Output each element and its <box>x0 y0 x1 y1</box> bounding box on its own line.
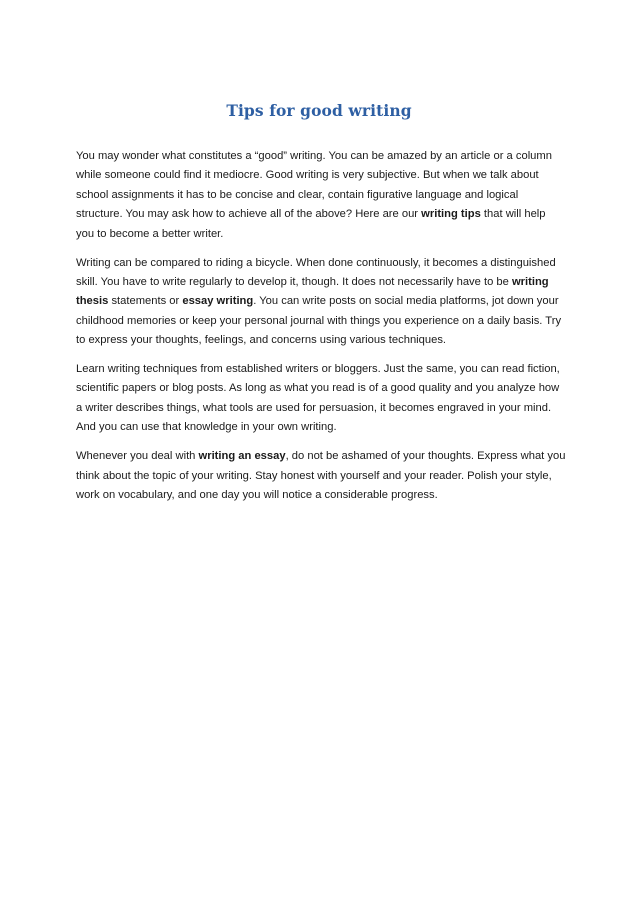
paragraph-text: Writing can be compared to riding a bicycle. When done continuously, it becomes a distinguished skill. You have to write regularly to develop it, though. It does not necessarily have to be <box>76 256 556 288</box>
bold-phrase: writing thesis <box>76 275 549 308</box>
paragraph-text: , do not be ashamed of your thoughts. Express what you think about the topic of your writing. Stay honest with yourself and your reader. Polish your style, work on vocabulary, and one day you will notice a considerable progress. <box>76 450 566 501</box>
paragraph-text: You may wonder what constitutes a “good” writing. You can be amazed by an article or a column while someone could find it mediocre. Good writing is very subjective. But when we talk about school assignments it has to be concise and clear, contain figurative language and logical structure. You may ask how to achieve all of the above? Here are our <box>76 150 552 221</box>
paragraph-3 <box>76 360 566 438</box>
paragraph-text: . You can write posts on social media platforms, jot down your childhood memories or keep your personal journal with things you experience on a daily basis. Try to express your thoughts, feelings, and concerns using various techniques. <box>76 295 562 347</box>
bold-phrase: essay writing <box>182 295 254 308</box>
paragraph-2 <box>76 254 566 351</box>
paragraph-text: that will help you to become a better writer. <box>76 208 546 240</box>
document-title: Tips for good writing <box>226 101 412 120</box>
paragraph-4 <box>76 447 566 505</box>
document-body <box>76 147 566 515</box>
paragraph-text: Learn writing techniques from established writers or bloggers. Just the same, you can read fiction, scientific papers or blog posts. As long as what you read is of a good quality and you analyze how a writer describes things, what tools are used for persuasion, it becomes engraved in your mind. And you can use that knowledge in your own writing. <box>76 363 560 434</box>
paragraph-text: statements or <box>108 295 183 308</box>
bold-phrase: writing an essay <box>198 450 286 463</box>
paragraph-text: Whenever you deal with <box>76 450 199 463</box>
paragraph-1 <box>76 147 566 244</box>
bold-phrase: writing tips <box>421 208 481 221</box>
